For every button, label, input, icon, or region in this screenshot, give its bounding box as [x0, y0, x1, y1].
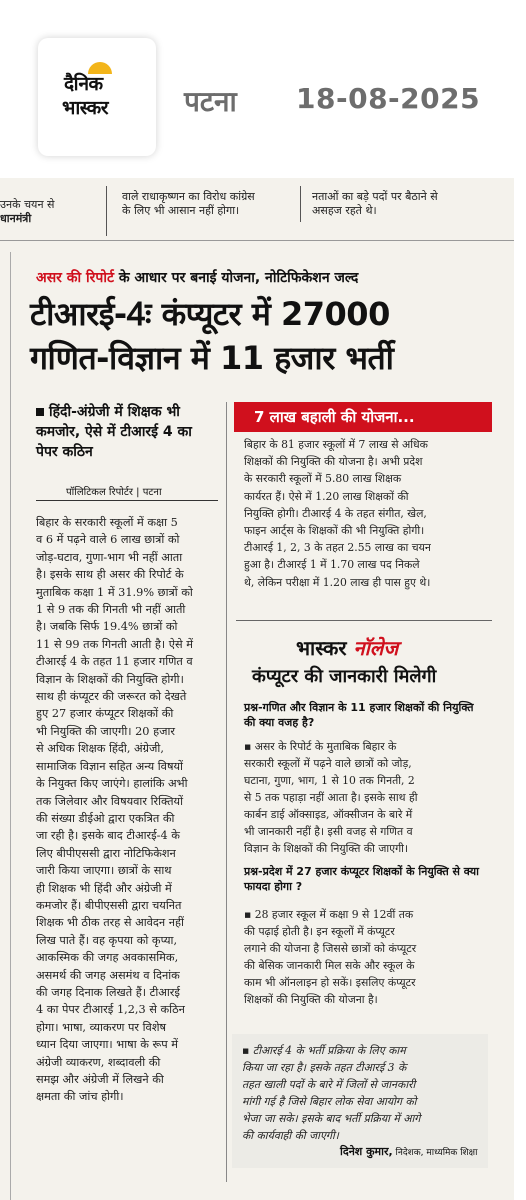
text-line: सरकारी स्कूलों में पढ़ने वाले छात्रों को जोड़, — [244, 757, 412, 770]
text-line: ▪ असर के रिपोर्ट के मुताबिक बिहार के — [244, 740, 397, 753]
text-line: की संख्या डीईओ द्वारा एकत्रित की — [36, 811, 175, 825]
article-kicker: असर की रिपोर्ट के आधार पर बनाई योजना, नोटिफिकेशन जल्द — [36, 270, 359, 286]
text-line: के सरकारी स्कूलों में 5.80 लाख शिक्षक — [244, 472, 402, 486]
text-line: लगाने की योजना है जिससे छात्रों को कंप्यूटर — [244, 942, 417, 955]
text-line: असमर्थ की जगह असमंथ व दिनांक — [36, 968, 180, 982]
text-line: जारी किया जाएगा। छात्रों के साथ — [36, 864, 172, 878]
column-divider — [300, 186, 301, 222]
knowledge-brand: भास्कर नॉलेज — [296, 636, 399, 660]
text-line: के नियुक्त किए जाएंगे। हालांकि अभी — [36, 777, 188, 791]
text-line: भी जानकारी नहीं है। इसी वजह से गणित व — [244, 825, 413, 838]
column-divider — [106, 186, 107, 236]
text-line: तहत खाली पदों के बारे में जिलों से जानकारी — [242, 1078, 416, 1091]
text-line: जोड़-घटाव, गुणा-भाग भी नहीं आता — [36, 550, 183, 564]
text-line: फाइन आर्ट्स के शिक्षकों की भी नियुक्ति होगी। — [244, 524, 425, 538]
text-line: तक जिलेवार और विषयवार रिक्तियों — [36, 794, 184, 808]
edition-date: 18-08-2025 — [296, 82, 481, 115]
text-line: कार्बन डाई ऑक्साइड, ऑक्सीजन के बारे में — [244, 808, 413, 821]
text-line: है। जबकि सिर्फ 19.4% छात्रों को — [36, 620, 178, 634]
text-line: भेजा जा सके। इसके बाद भर्ती प्रक्रिया में आगे — [242, 1112, 421, 1125]
article-byline: पॉलिटिकल रिपोर्टर | पटना — [66, 487, 162, 498]
box-rule — [236, 620, 492, 621]
text-line: ध्यान दिया जाएगा। भाषा के रूप में — [36, 1038, 179, 1052]
text-line: बिहार के 81 हजार स्कूलों में 7 लाख से अधिक — [244, 438, 428, 451]
text-line: की जगह दिनाक लिखते हैं। टीआरई — [36, 985, 180, 999]
text-line: शिक्षकों की नियुक्ति की योजना है। — [244, 993, 378, 1006]
text-line: अंग्रेजी व्याकरण, शब्दावली की — [36, 1055, 161, 1069]
top-fragment-col3: नताओं का बड़े पदों पर बैठाने से असहज रहते थे। — [312, 190, 438, 217]
text-line: की कार्यवाही की जाएगी। — [242, 1129, 339, 1142]
text-line: विज्ञान के शिक्षकों की नियुक्ति की जाएगी। — [244, 842, 409, 855]
text-line: से 5 तक पहाड़ा नहीं आता है। इसके साथ ही — [244, 791, 418, 804]
article-headline: टीआरई-4ः कंप्यूटर में 27000 गणित-विज्ञान में 11 हजार भर्ती — [30, 295, 394, 377]
text-line: भी नियुक्ति की जाएगी। 20 हजार — [36, 724, 176, 738]
knowledge-answer-2 — [244, 906, 490, 1008]
text-line: लिख पाते हैं। वह कृपया को कृप्या, — [36, 933, 178, 947]
text-line: समझ और अंग्रेजी में लिखने की — [36, 1073, 164, 1086]
text-line: 11 से 99 तक गिनती आती है। ऐसे में — [36, 637, 193, 651]
edition-city: पटना — [184, 85, 237, 118]
top-fragment-col1: उनके चयन से धानमंत्री — [0, 198, 55, 225]
text-line: लिए बीपीएससी द्वारा नोटिफिकेशन — [36, 846, 176, 860]
text-line: ▪ टीआरई 4 के भर्ती प्रक्रिया के लिए काम — [242, 1044, 406, 1057]
text-line: विज्ञान के शिक्षकों की नियुक्ति होगी। — [36, 672, 184, 686]
text-line: काम भी ऑनलाइन हो सकें। इसलिए कंप्यूटर — [244, 976, 416, 989]
text-line: हुए 27 हजार कंप्यूटर शिक्षकों की — [36, 707, 174, 721]
text-line: नियुक्ति होगी। टीआरई 4 के तहत संगीत, खेल, — [244, 506, 427, 520]
article-body — [36, 514, 220, 1106]
text-line: व 6 में पढ़ने वाले 6 लाख छात्रों को — [36, 533, 180, 547]
text-line: आकस्मिक की जगह अवकासमिक, — [36, 951, 179, 965]
quote-text — [242, 1042, 488, 1144]
text-line: होगा। भाषा, व्याकरण पर विशेष — [36, 1020, 167, 1034]
box-title: 7 लाख बहाली की योजना... — [234, 402, 492, 432]
text-line: से अधिक शिक्षक हिंदी, अंग्रेजी, — [36, 742, 164, 756]
text-line: शिक्षकों की नियुक्ति की योजना है। अभी प्रदेश — [244, 455, 423, 469]
knowledge-question-1: प्रश्न-गणित और विज्ञान के 11 हजार शिक्षकों की नियुक्ति की क्या वजह है? — [244, 701, 474, 729]
knowledge-answer-1 — [244, 738, 490, 857]
text-line: ही शिक्षक भी हिंदी और अंग्रेजी में — [36, 881, 172, 895]
text-line: है। इसके साथ ही असर की रिपोर्ट के — [36, 568, 184, 582]
box-body — [244, 436, 490, 591]
text-line: हुआ है। टीआरई 1 में 1.70 लाख पद निकले — [244, 558, 420, 572]
text-line: थे, लेकिन परीक्षा में 1.20 लाख ही पास हुए थे। — [244, 575, 431, 589]
text-line: कमजोर हैं। बीपीएससी द्वारा चयनित — [36, 898, 182, 912]
text-line: सामाजिक विज्ञान सहित अन्य विषयों — [36, 759, 183, 773]
text-line: मुताबिक कक्षा 1 में 31.9% छात्रों को — [36, 585, 193, 599]
text-line: शिक्षक भी ठीक तरह से आवेदन नहीं — [36, 916, 184, 930]
article-subheading: हिंदी-अंग्रेजी में शिक्षक भी कमजोर, ऐसे में टीआरई 4 का पेपर कठिन — [36, 404, 192, 460]
knowledge-title: कंप्यूटर की जानकारी मिलेगी — [252, 666, 437, 687]
text-line: टीआरई 4 के तहत 11 हजार गणित व — [36, 655, 193, 669]
section-rule — [0, 240, 514, 241]
text-line: की पढ़ाई होती है। इन स्कूलों में कंप्यूटर — [244, 925, 395, 938]
text-line: कार्यरत हैं। ऐसे में 1.20 लाख शिक्षकों की — [244, 489, 409, 503]
text-line: बिहार के सरकारी स्कूलों में कक्षा 5 — [36, 516, 178, 529]
text-line: साथ ही कंप्यूटर की जरूरत को देखते — [36, 690, 187, 704]
text-line: की बेसिक जानकारी मिल सके और स्कूल के — [244, 959, 415, 972]
text-line: 4 का पेपर टीआरई 1,2,3 से कठिन — [36, 1003, 185, 1017]
text-line: क्षमता की जांच होगी। — [36, 1090, 124, 1104]
top-fragment-col2: वाले राधाकृष्णन का विरोध कांग्रेस के लिए भी आसान नहीं होगा। — [122, 190, 255, 217]
text-line: जा रही है। इसके बाद टीआरई-4 के — [36, 829, 180, 843]
logo-text-line1: दैनिक — [64, 73, 103, 95]
quote-author: दिनेश कुमार, निदेशक, माध्यमिक शिक्षा — [340, 1145, 478, 1158]
text-line: टीआरई 1, 2, 3 के तहत 2.55 लाख का चयन — [244, 541, 431, 555]
left-margin-rule — [10, 252, 11, 1200]
text-line: मांगी गई है जिसे बिहार लोक सेवा आयोग को — [242, 1095, 417, 1108]
text-line: किया जा रहा है। इसके तहत टीआरई 3 के — [242, 1061, 407, 1074]
byline-rule — [36, 500, 218, 501]
column-divider — [226, 402, 227, 1182]
logo-text-line2: भास्कर — [62, 97, 109, 119]
text-line: ▪ 28 हजार स्कूल में कक्षा 9 से 12वीं तक — [244, 908, 414, 921]
text-line: 1 से 9 तक की गिनती भी नहीं आती — [36, 603, 186, 617]
text-line: घटाना, गुणा, भाग, 1 से 10 तक गिनती, 2 — [244, 774, 415, 787]
knowledge-question-2: प्रश्न-प्रदेश में 27 हजार कंप्यूटर शिक्षकों के नियुक्ति से क्या फायदा होगा ? — [244, 865, 479, 893]
